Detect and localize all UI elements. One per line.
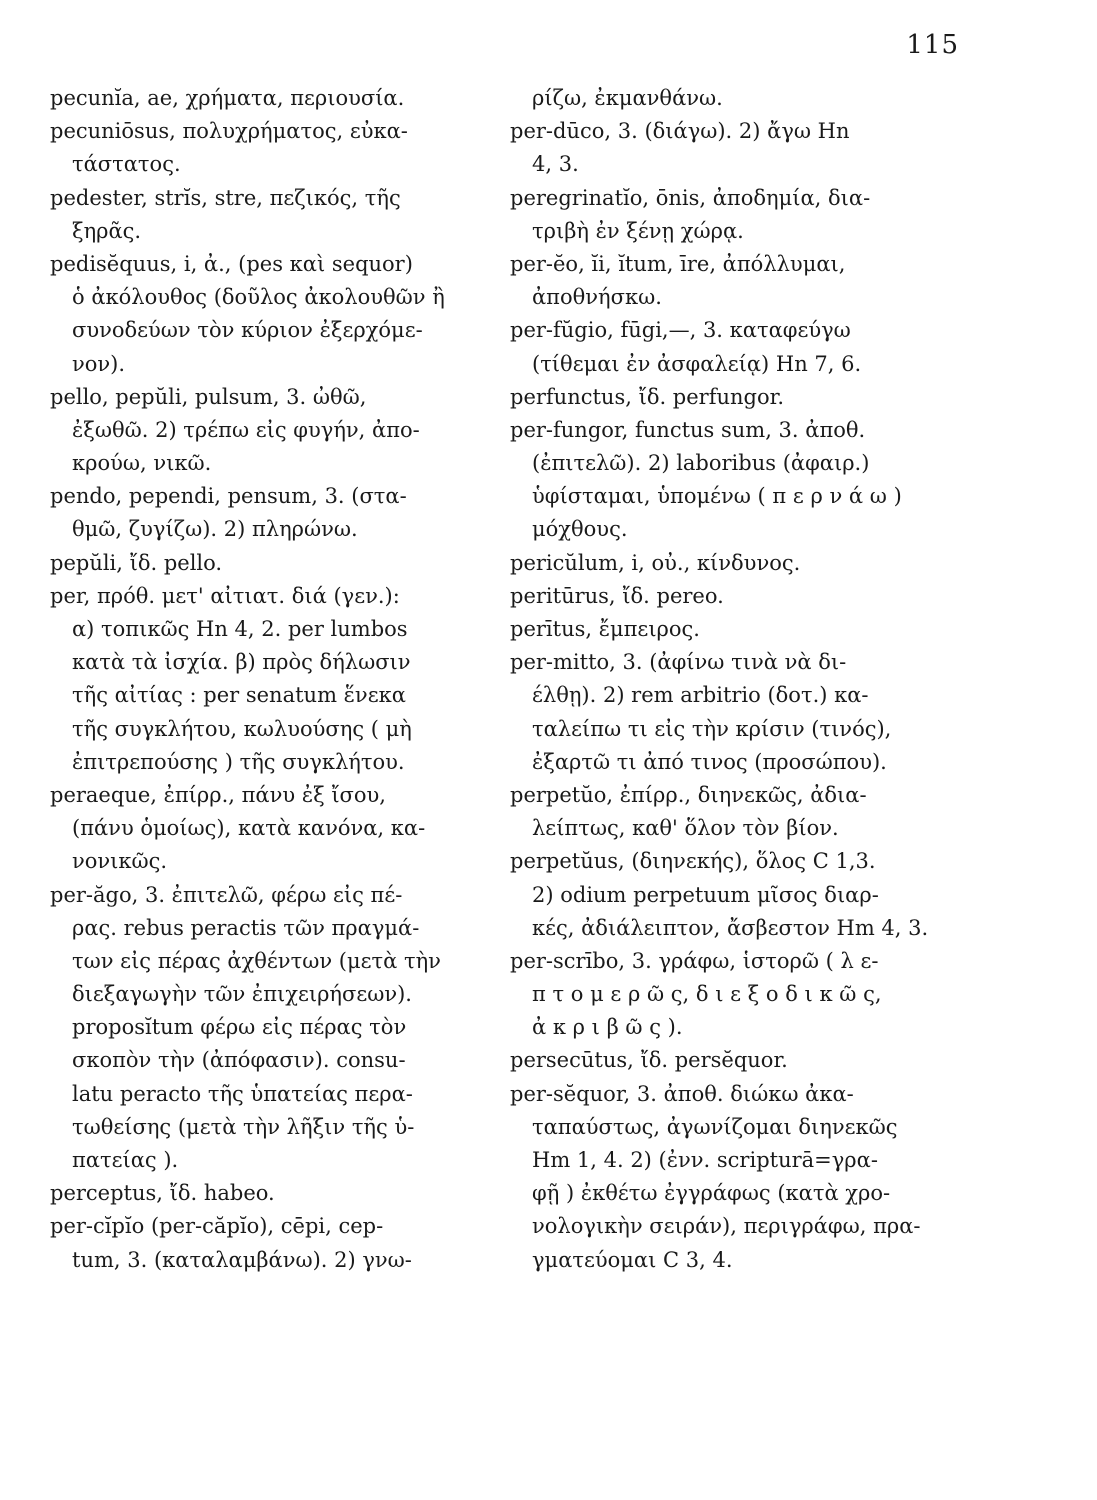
dictionary-line: τωθείσης (μετὰ τὴν λῆξιν τῆς ὑ-	[72, 1114, 415, 1139]
dictionary-line: ὑφίσταμαι, ὑπομένω ( π ε ρ ν ά ω )	[532, 484, 902, 509]
dictionary-line: κατὰ τὰ ἰσχία. β) πρὸς δήλωσιν	[72, 650, 411, 675]
dictionary-line: per-fungor, functus sum, 3. ἀποθ.	[510, 417, 866, 442]
dictionary-line: μόχθους.	[532, 517, 628, 542]
dictionary-line: 2) odium perpetuum μῖσος διαρ-	[532, 882, 879, 907]
dictionary-line: pedester, strĭs, stre, πεζικός, τῆς	[50, 185, 401, 210]
dictionary-line: νονικῶς.	[72, 849, 168, 874]
dictionary-line: persecūtus, ἴδ. persĕquor.	[510, 1048, 788, 1073]
dictionary-line: νολογικὴν σειράν), περιγράφω, πρα-	[532, 1214, 921, 1239]
dictionary-line: pedisĕquus, i, ἀ., (pes καὶ sequor)	[50, 251, 413, 276]
dictionary-line: per-mitto, 3. (ἀφίνω τινὰ νὰ δι-	[510, 650, 847, 675]
dictionary-line: ἐπιτρεπούσης ) τῆς συγκλήτου.	[72, 749, 405, 774]
dictionary-line: π τ ο μ ε ρ ῶ ς, δ ι ε ξ ο δ ι κ ῶ ς,	[532, 982, 882, 1007]
dictionary-line: ἐξαρτῶ τι ἀπό τινος (προσώπου).	[532, 749, 887, 774]
dictionary-line: γματεύομαι C 3, 4.	[532, 1247, 733, 1272]
dictionary-line: τριβὴ ἐν ξένῃ χώρᾳ.	[532, 218, 744, 243]
dictionary-line: (πάνυ ὁμοίως), κατὰ κανόνα, κα-	[72, 816, 426, 841]
dictionary-line: (τίθεμαι ἐν ἀσφαλείᾳ) Hn 7, 6.	[532, 351, 862, 376]
dictionary-line: proposĭtum φέρω εἰς πέρας τὸν	[72, 1015, 407, 1040]
dictionary-line: ἀ κ ρ ι β ῶ ς ).	[532, 1015, 683, 1040]
dictionary-line: κές, ἀδιάλειπτον, ἄσβεστον Hm 4, 3.	[532, 915, 929, 940]
dictionary-line: φῇ ) ἐκθέτω ἐγγράφως (κατὰ χρο-	[532, 1181, 891, 1206]
dictionary-line: συνοδεύων τὸν κύριον ἐξερχόμε-	[72, 318, 423, 343]
dictionary-line: per-sĕquor, 3. ἀποθ. διώκω ἀκα-	[510, 1081, 854, 1106]
dictionary-line: per-fŭgio, fūgi,—, 3. καταφεύγω	[510, 318, 851, 343]
dictionary-line: pecunĭa, ae, χρήματα, περιουσία.	[50, 86, 405, 110]
dictionary-line: pendo, pependi, pensum, 3. (στα-	[50, 484, 407, 509]
dictionary-line: perītus, ἔμπειρος.	[510, 617, 700, 641]
dictionary-line: per-cĭpĭo (per-căpĭo), cēpi, cep-	[50, 1214, 384, 1239]
dictionary-line: ξηρᾶς.	[72, 218, 142, 243]
dictionary-line: pello, pepŭli, pulsum, 3. ὠθῶ,	[50, 384, 367, 409]
dictionary-line: ρας. rebus peractis τῶν πραγμά-	[72, 915, 420, 940]
dictionary-line: ἀποθνήσκω.	[532, 285, 662, 310]
dictionary-line: per-scrībo, 3. γράφω, ἱστορῶ ( λ ε-	[510, 948, 879, 973]
dictionary-line: peritūrus, ἴδ. pereo.	[510, 583, 724, 608]
dictionary-line: ρίζω, ἐκμανθάνω.	[532, 86, 723, 110]
dictionary-line: τάστατος.	[72, 152, 181, 177]
dictionary-line: σκοπὸν τὴν (ἀπόφασιν). consu-	[72, 1048, 406, 1073]
dictionary-line: διεξαγωγὴν τῶν ἐπιχειρήσεων).	[72, 982, 412, 1007]
dictionary-line: ἐξωθῶ. 2) τρέπω εἰς φυγήν, ἀπο-	[72, 417, 420, 442]
left-column	[50, 82, 492, 1277]
dictionary-line: tum, 3. (καταλαμβάνω). 2) γνω-	[72, 1247, 412, 1272]
dictionary-line: pecuniōsus, πολυχρήματος, εὐκα-	[50, 119, 408, 144]
dictionary-line: peregrinatĭo, ōnis, ἀποδημία, δια-	[510, 185, 871, 210]
dictionary-line: per-ĕo, ĭi, ĭtum, īre, ἀπόλλυμαι,	[510, 251, 846, 276]
dictionary-line: perpetŭo, ἐπίρρ., διηνεκῶς, ἀδια-	[510, 782, 867, 807]
dictionary-line: 4, 3.	[532, 152, 579, 177]
dictionary-line: latu peracto τῆς ὑπατείας περα-	[72, 1081, 413, 1106]
dictionary-line: per-dūco, 3. (διάγω). 2) ἄγω Hn	[510, 119, 850, 144]
dictionary-line: (ἐπιτελῶ). 2) laboribus (ἀφαιρ.)	[532, 451, 870, 476]
dictionary-line: ὁ ἀκόλουθος (δοῦλος ἀκολουθῶν ἢ	[72, 285, 445, 310]
dictionary-line: pericŭlum, i, οὐ., κίνδυνος.	[510, 550, 801, 575]
dictionary-line: έλθῃ). 2) rem arbitrio (δοτ.) κα-	[532, 683, 869, 708]
dictionary-line: perfunctus, ἴδ. perfungor.	[510, 384, 785, 409]
dictionary-line: τῆς συγκλήτου, κωλυούσης ( μὴ	[72, 716, 412, 741]
dictionary-line: των εἰς πέρας ἀχθέντων (μετὰ τὴν	[72, 948, 441, 973]
dictionary-line: α) τοπικῶς Hn 4, 2. per lumbos	[72, 617, 408, 641]
dictionary-line: ταπαύστως, ἀγωνίζομαι διηνεκῶς	[532, 1114, 898, 1139]
dictionary-line: per, πρόθ. μετ' αἰτιατ. διά (γεν.):	[50, 583, 400, 608]
dictionary-line: νον).	[72, 351, 126, 376]
right-column	[510, 82, 952, 1277]
dictionary-line: per-ăgo, 3. ἐπιτελῶ, φέρω εἰς πέ-	[50, 882, 403, 907]
dictionary-line: peraeque, ἐπίρρ., πάνυ ἐξ ἴσου,	[50, 782, 386, 807]
dictionary-line: perceptus, ἴδ. habeo.	[50, 1181, 275, 1206]
dictionary-line: κρούω, νικῶ.	[72, 451, 212, 476]
dictionary-line: θμῶ, ζυγίζω). 2) πληρώνω.	[72, 517, 358, 542]
dictionary-line: τῆς αἰτίας : per senatum ἕνεκα	[72, 683, 406, 708]
page-number: 115	[906, 30, 959, 60]
dictionary-line: λείπτως, καθ' ὅλον τὸν βίον.	[532, 816, 839, 841]
dictionary-line: ταλείπω τι εἰς τὴν κρίσιν (τινός),	[532, 716, 892, 741]
dictionary-line: πατείας ).	[72, 1148, 179, 1172]
dictionary-line: pepŭli, ἴδ. pello.	[50, 550, 223, 575]
dictionary-line: Hm 1, 4. 2) (ἐνν. scripturā=γρα-	[532, 1148, 878, 1172]
dictionary-line: perpetŭus, (διηνεκής), ὅλος C 1,3.	[510, 849, 876, 874]
